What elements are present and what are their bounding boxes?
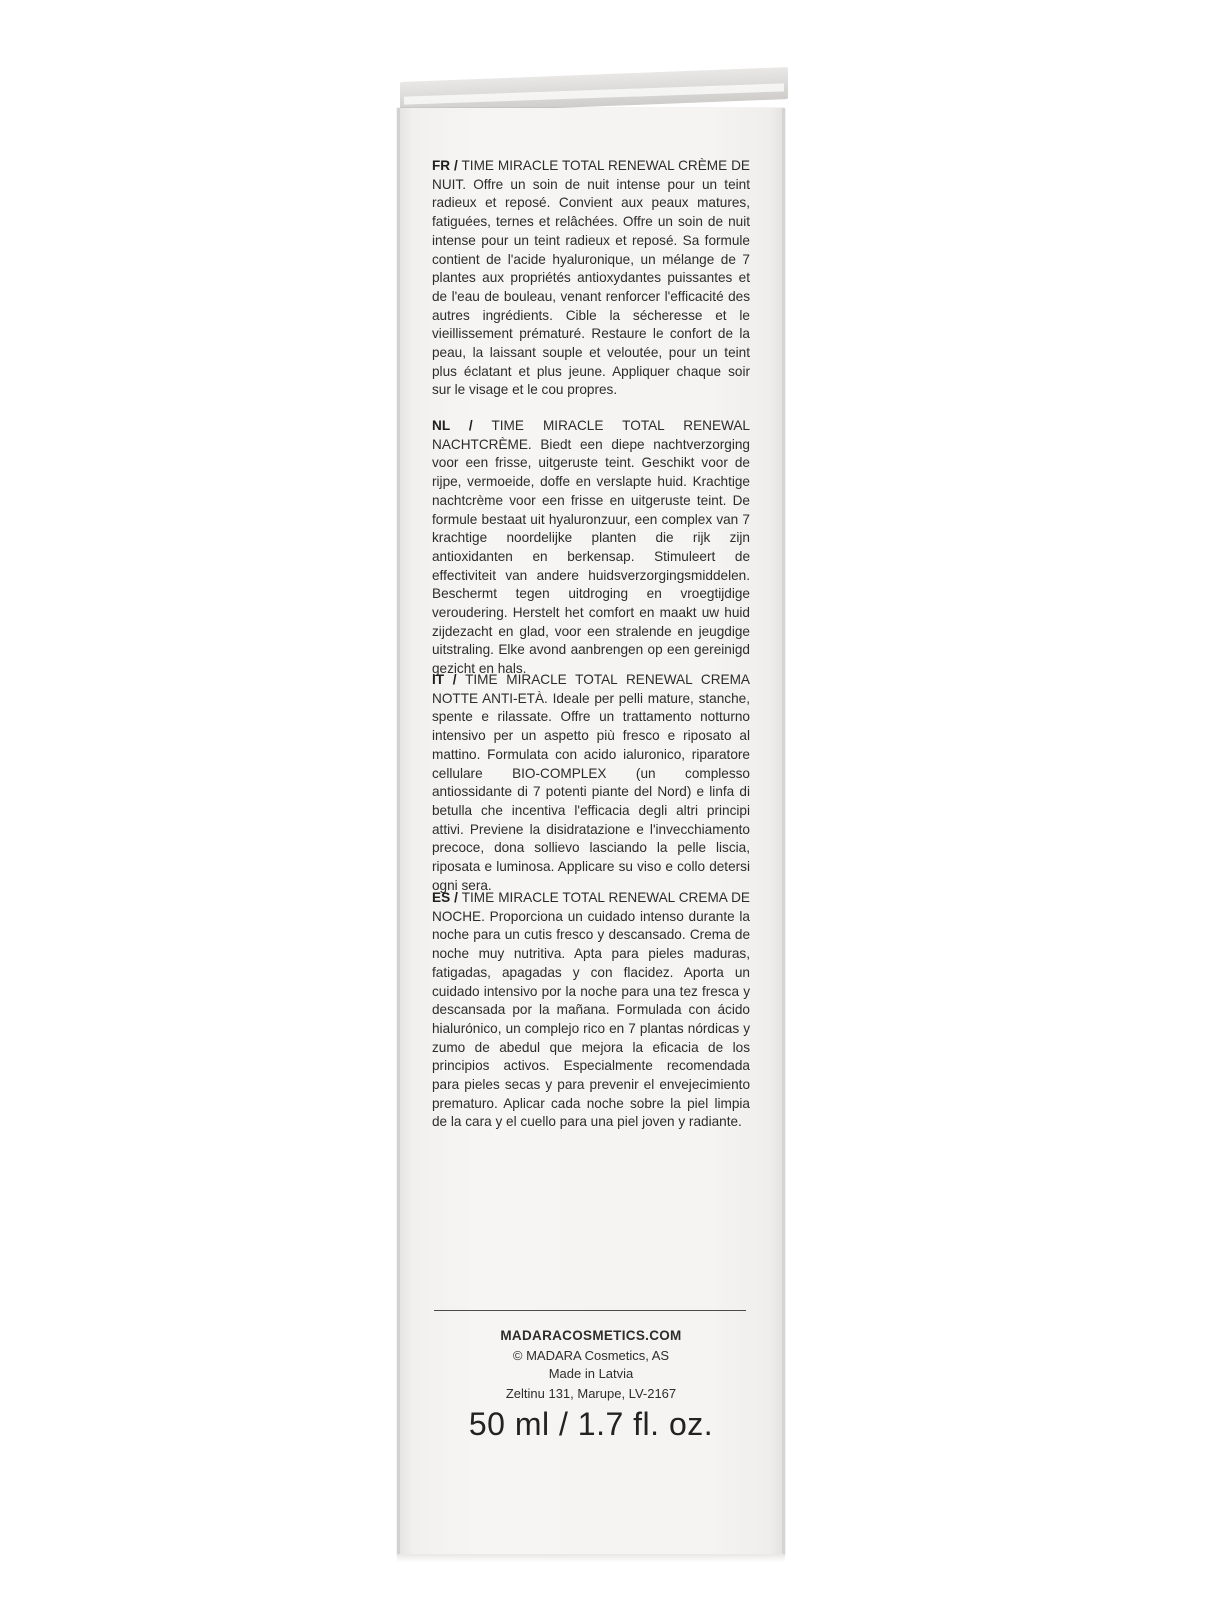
lang-code-es: ES / bbox=[432, 890, 458, 905]
address: Zeltinu 131, Marupe, LV-2167 bbox=[505, 1386, 677, 1401]
lang-code-nl: NL / bbox=[432, 418, 473, 433]
website: MADARACOSMETICS.COM bbox=[500, 1328, 682, 1343]
description-it bbox=[432, 671, 750, 895]
description-es-text: TIME MIRACLE TOTAL RENEWAL CREMA DE NOCHE. Proporciona un cuidado intenso durante la noche para un cutis fresco y descansado. Crema de noche muy nutritiva. Apta para pieles maduras, fatigadas, apagadas y con flacidez. Aporta un cuidado intensivo por la noche para una tez fresca y descansada por la mañana. Formulada con ácido hialurónico, un complejo rico en 7 plantas nórdicas y zumo de abedul que mejora la eficacia de los principios activos. Especialmente recomendada para pieles secas y para prevenir el envejecimiento prematuro. Aplicar cada noche sobre la piel limpia de la cara y el cuello para una piel joven y radiante. bbox=[432, 890, 750, 1130]
lang-code-fr: FR / bbox=[432, 158, 458, 173]
footer-divider bbox=[434, 1310, 746, 1311]
description-nl bbox=[432, 417, 750, 679]
description-fr-text: TIME MIRACLE TOTAL RENEWAL CRÈME DE NUIT. Offre un soin de nuit intense pour un teint radieux et reposé. Convient aux peaux matures, fatiguées, ternes et relâchées. Offre un soin de nuit intense pour un teint radieux et reposé. Sa formule contient de l'acide hyaluronique, un mélange de 7 plantes aux propriétés antioxydantes puissantes et de l'eau de bouleau, venant renforcer l'efficacité des autres ingrédients. Cible la sécheresse et le vieillissement prématuré. Restaure le confort de la peau, la laissant souple et veloutée, pour un teint plus éclatant et plus jeune. Appliquer chaque soir sur le visage et le cou propres. bbox=[432, 158, 750, 398]
box-left-edge bbox=[397, 108, 400, 1556]
lang-code-it: IT / bbox=[432, 672, 457, 687]
description-es bbox=[432, 889, 750, 1132]
copyright: © MADARA Cosmetics, AS bbox=[512, 1348, 670, 1363]
description-it-text: TIME MIRACLE TOTAL RENEWAL CREMA NOTTE ANTI-ETÀ. Ideale per pelli mature, stanche, spente e rilassate. Offre un trattamento notturno intensivo per un aspetto più fresco e riposato al mattino. Formulata con acido ialuronico, riparatore cellulare BIO-COMPLEX (un complesso antiossidante di 7 potenti piante del Nord) e linfa di betulla che incentiva l'efficacia degli altri principi attivi. Previene la disidratazione e l'invecchiamento precoce, dona sollievo lasciando la pelle liscia, riposata e luminosa. Applicare su viso e collo detersi ogni sera. bbox=[432, 672, 750, 893]
box-right-edge bbox=[782, 108, 785, 1556]
volume: 50 ml / 1.7 fl. oz. bbox=[468, 1406, 714, 1442]
description-fr bbox=[432, 157, 750, 400]
box-bottom-shadow bbox=[397, 1554, 785, 1562]
description-nl-text: TIME MIRACLE TOTAL RENEWAL NACHTCRÈME. Biedt een diepe nachtverzorging voor een frisse, uitgeruste teint. Geschikt voor de rijpe, vermoeide, doffe en verslapte huid. Krachtige nachtcrème voor een frisse en uitgeruste teint. De formule bestaat uit hyaluronzuur, een complex van 7 krachtige noordelijke planten die rijk zijn antioxidanten en berkensap. Stimuleert de effectiviteit van andere huidsverzorgingsmiddelen. Beschermt tegen uitdroging en vroegtijdige veroudering. Herstelt het comfort en maakt uw huid zijdezacht en glad, voor een stralende en jeugdige uitstraling. Elke avond aanbrengen op een gereinigd gezicht en hals. bbox=[432, 418, 750, 677]
made-in: Made in Latvia bbox=[548, 1366, 634, 1381]
